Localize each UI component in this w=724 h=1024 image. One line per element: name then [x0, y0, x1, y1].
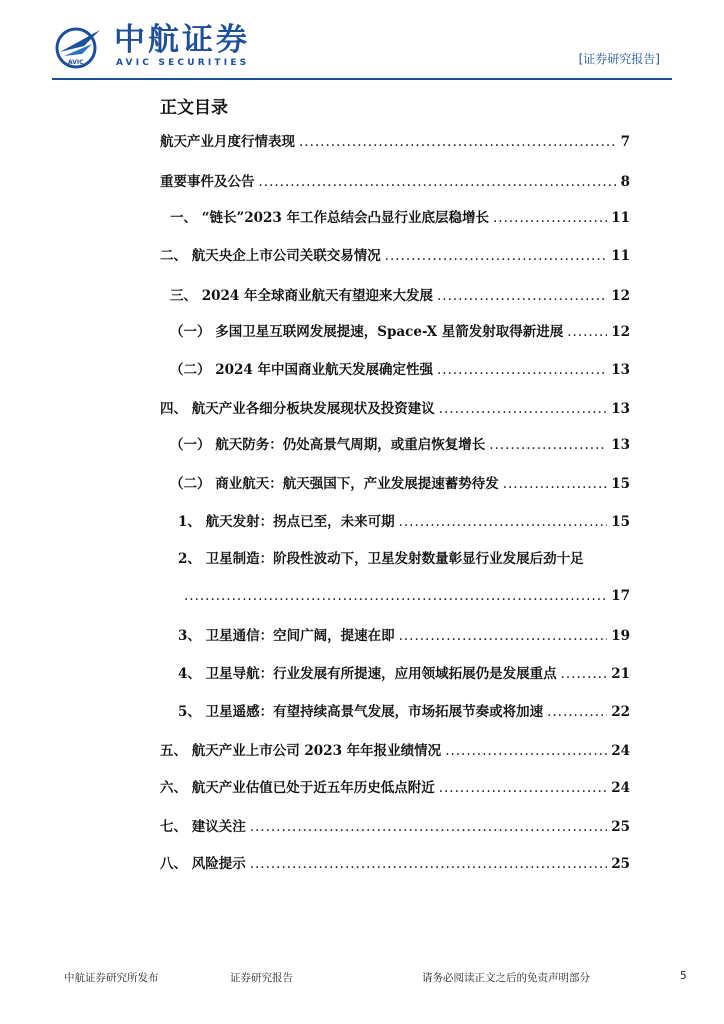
toc-leader-dots	[489, 437, 607, 453]
page-number: 5	[680, 970, 687, 982]
toc-entry-page: 17	[611, 588, 630, 604]
toc-entry-label: （一） 航天防务：仍处高景气周期，或重启恢复增长	[170, 437, 486, 453]
toc-entry-label: （二） 2024 年中国商业航天发展确定性强	[170, 362, 433, 378]
toc-entry[interactable]	[170, 284, 630, 304]
footer-disclaimer: 请务必阅读正文之后的免责声明部分	[422, 972, 590, 984]
toc-entry-page: 11	[611, 210, 630, 226]
toc-leader-dots	[439, 780, 608, 796]
toc-entry-label: 五、 航天产业上市公司 2023 年年报业绩情况	[160, 743, 442, 759]
toc-entry-label: 二、 航天央企上市公司关联交易情况	[160, 248, 381, 264]
toc-entry-page: 15	[611, 476, 630, 492]
toc-leader-dots	[299, 134, 617, 150]
toc-entry-page: 25	[611, 856, 630, 872]
toc-entry[interactable]	[160, 397, 630, 417]
toc-leader-dots	[445, 743, 607, 759]
toc-entry-page: 19	[611, 628, 630, 644]
toc-entry-label: 七、 建议关注	[160, 819, 246, 835]
toc-entry[interactable]	[170, 358, 630, 378]
toc-entry[interactable]	[178, 624, 630, 644]
toc-leader-dots	[385, 248, 608, 264]
company-logo	[54, 22, 254, 72]
toc-entry-label: 4、 卫星导航：行业发展有所提速，应用领域拓展仍是发展重点	[178, 666, 557, 682]
toc-entry-page: 24	[611, 743, 630, 759]
toc-entry-label: （二） 商业航天：航天强国下，产业发展提速蓄势待发	[170, 476, 499, 492]
header-divider	[52, 78, 672, 80]
toc-entry[interactable]	[160, 776, 630, 796]
toc-entry[interactable]	[160, 815, 630, 835]
emblem-text: AVIC	[68, 59, 84, 66]
footer-doc-type: 证券研究报告	[230, 972, 293, 984]
toc-entry-label: 1、 航天发射：拐点已至，未来可期	[178, 514, 395, 530]
toc-entry-page: 13	[611, 362, 630, 378]
toc-entry[interactable]	[178, 547, 630, 567]
toc-entry[interactable]	[178, 510, 630, 530]
toc-entry-page: 22	[611, 704, 630, 720]
toc-leader-dots	[503, 476, 608, 492]
avic-emblem-icon	[54, 22, 106, 70]
toc-entry-label: 航天产业月度行情表现	[160, 134, 295, 150]
toc-entry-page: 15	[611, 514, 630, 530]
toc-leader-dots	[493, 210, 607, 226]
toc-leader-dots	[250, 856, 608, 872]
toc-leader-dots	[437, 362, 607, 378]
toc-entry[interactable]	[170, 206, 630, 226]
toc-leader-dots	[259, 174, 617, 190]
toc-title: 正文目录	[160, 98, 228, 118]
toc-leader-dots	[399, 514, 608, 530]
toc-leader-dots	[561, 666, 608, 682]
footer-publisher: 中航证券研究所发布	[64, 972, 159, 984]
toc-entry[interactable]	[160, 739, 630, 759]
toc-entry-page: 8	[620, 174, 630, 190]
toc-entry-label: 六、 航天产业估值已处于近五年历史低点附近	[160, 780, 435, 796]
toc-entry-label: 5、 卫星遥感：有望持续高景气发展，市场拓展节奏或将加速	[178, 704, 544, 720]
report-type-tag: [证券研究报告]	[578, 52, 660, 66]
toc-entry-page: 25	[611, 819, 630, 835]
toc-entry-page: 11	[611, 248, 630, 264]
toc-entry-continuation[interactable]	[184, 588, 630, 604]
toc-entry-page: 12	[611, 288, 630, 304]
toc-entry-page: 13	[611, 401, 630, 417]
toc-entry-label: 八、 风险提示	[160, 856, 246, 872]
toc-leader-dots	[439, 401, 608, 417]
toc-entry-label: 一、 “链长”2023 年工作总结会凸显行业底层稳增长	[170, 210, 490, 226]
toc-leader-dots	[184, 588, 607, 604]
toc-leader-dots	[547, 704, 607, 720]
toc-entry-label: 2、 卫星制造：阶段性波动下，卫星发射数量彰显行业发展后劲十足	[178, 551, 584, 567]
toc-entry-page: 21	[611, 666, 630, 682]
toc-leader-dots	[437, 288, 607, 304]
brand-name-cn: 中航证券	[114, 22, 250, 58]
toc-entry[interactable]	[178, 662, 630, 682]
toc-leader-dots	[250, 819, 608, 835]
toc-entry-label: 四、 航天产业各细分板块发展现状及投资建议	[160, 401, 435, 417]
toc-entry-label: 3、 卫星通信：空间广阔，提速在即	[178, 628, 395, 644]
toc-entry-page: 13	[611, 437, 630, 453]
toc-entry[interactable]	[160, 130, 630, 150]
toc-entry-label: 重要事件及公告	[160, 174, 255, 190]
toc-entry[interactable]	[178, 700, 630, 720]
toc-entry-page: 7	[620, 134, 630, 150]
toc-entry[interactable]	[160, 852, 630, 872]
toc-entry[interactable]	[160, 170, 630, 190]
page-header	[0, 0, 724, 84]
toc-entry[interactable]	[160, 244, 630, 264]
toc-leader-dots	[567, 324, 607, 340]
toc-leader-dots	[399, 628, 608, 644]
toc-entry-page: 12	[611, 324, 630, 340]
toc-entry-label: （一） 多国卫星互联网发展提速，Space-X 星箭发射取得新进展	[170, 324, 564, 340]
toc-entry[interactable]	[170, 320, 630, 340]
toc-entry-page: 24	[611, 780, 630, 796]
toc-entry-label: 三、 2024 年全球商业航天有望迎来大发展	[170, 288, 433, 304]
brand-name-en: AVIC SECURITIES	[116, 58, 250, 68]
toc-entry[interactable]	[170, 472, 630, 492]
toc-entry[interactable]	[170, 433, 630, 453]
